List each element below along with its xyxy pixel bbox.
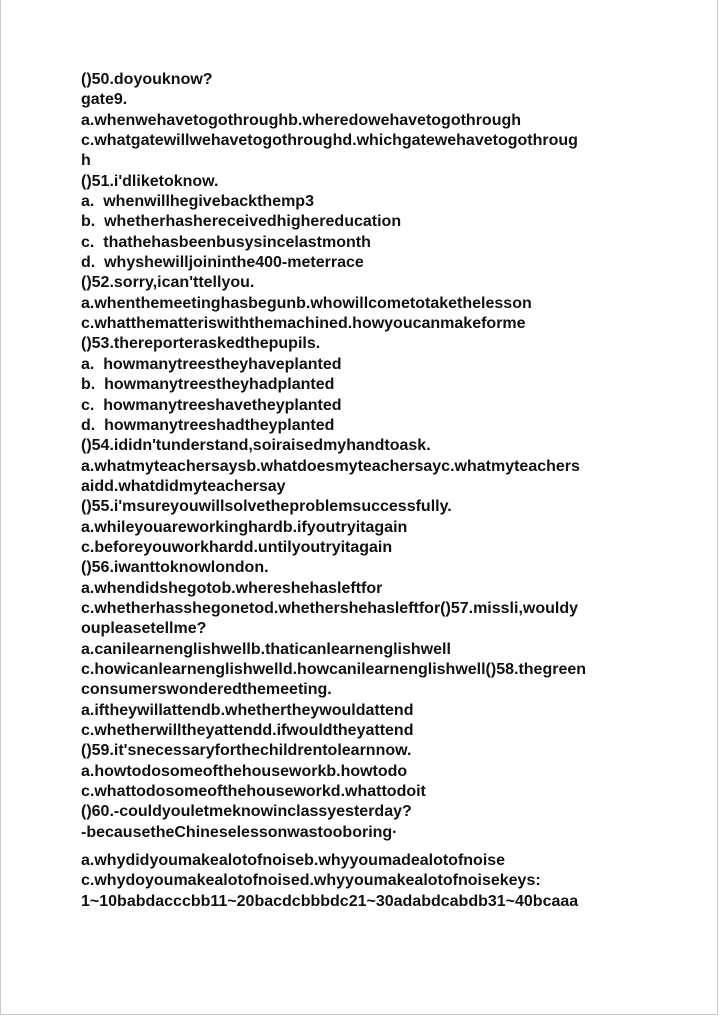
text-line: consumerswonderedthemeeting. xyxy=(81,681,332,699)
text-line: ()50.doyouknow? xyxy=(81,71,213,88)
text-line: d. whyshewilljoininthe400-meterrace xyxy=(81,254,364,272)
text-line: ()60.-couldyouletmeknowinclassyesterday? xyxy=(81,803,412,821)
text-line: c.whatgatewillwehavetogothroughd.whichgatewehavetogothroug xyxy=(81,132,578,150)
text-line: aidd.whatdidmyteachersay xyxy=(81,477,286,495)
text-line: a.whenwehavetogothroughb.wheredowehavetogothrough xyxy=(81,111,522,129)
text-line: a.whenthemeetinghasbegunb.whowillcometotakethelesson xyxy=(81,294,532,312)
text-line: c.beforeyouworkhardd.untilyoutryitagain xyxy=(81,538,393,556)
text-line: b. howmanytreestheyhadplanted xyxy=(81,376,335,394)
text-line: c. thathehasbeenbusysincelastmonth xyxy=(81,233,371,251)
line-gap xyxy=(81,843,651,851)
text-line: ()54.ididn'tunderstand,soiraisedmyhandtoask. xyxy=(81,437,431,455)
text-line: a.whendidshegotob.whereshehasleftfor xyxy=(81,579,383,597)
text-line: c.whydoyoumakealotofnoised.whyyoumakealotofnoisekeys: xyxy=(81,872,541,890)
text-line: c. howmanytreeshavetheyplanted xyxy=(81,396,342,414)
text-line: c.whetherwilltheyattendd.ifwouldtheyattend xyxy=(81,722,414,739)
answer-keys-line: 1~10babdacccbb11~20bacdcbbbdc21~30adabdcabdb31~40bcaaa xyxy=(81,892,579,910)
text-line: ()55.i'msureyouwillsolvetheproblemsuccessfully. xyxy=(81,498,452,516)
text-line: a.canilearnenglishwellb.thaticanlearnenglishwell xyxy=(81,640,451,658)
text-line: a. whenwillhegivebackthemp3 xyxy=(81,193,314,211)
document-text xyxy=(81,70,651,912)
text-line: c.whetherhasshegonetod.whethershehasleftfor()57.missli,wouldy xyxy=(81,599,578,617)
text-line: d. howmanytreeshadtheyplanted xyxy=(81,416,335,434)
text-line: -becausetheChineselessonwastooboring· xyxy=(81,823,398,841)
text-line: a.whatmyteachersaysb.whatdoesmyteachersayc.whatmyteachers xyxy=(81,457,580,475)
text-line: oupleasetellme? xyxy=(81,620,207,638)
text-line: a.whydidyoumakealotofnoiseb.whyyoumadealotofnoise xyxy=(81,852,506,870)
text-line: a. howmanytreestheyhaveplanted xyxy=(81,355,342,373)
text-line: h xyxy=(81,152,91,170)
text-line: c.whatthematteriswiththemachined.howyoucanmakeforme xyxy=(81,315,526,333)
text-line: ()53.thereporteraskedthepupils. xyxy=(81,335,321,353)
text-line: ()59.it'snecessaryforthechildrentolearnnow. xyxy=(81,742,412,760)
text-line: gate9. xyxy=(81,91,128,109)
text-line: ()52.sorry,ican'ttellyou. xyxy=(81,274,255,292)
text-line: c.howicanlearnenglishwelld.howcanilearnenglishwell()58.thegreen xyxy=(81,660,587,678)
text-line: a.whileyouareworkinghardb.ifyoutryitagain xyxy=(81,518,408,536)
text-line: c.whattodosomeofthehouseworkd.whattodoit xyxy=(81,783,426,801)
text-line: a.howtodosomeofthehouseworkb.howtodo xyxy=(81,762,408,780)
text-line: ()56.iwanttoknowlondon. xyxy=(81,559,269,577)
text-line: b. whetherhashereceivedhighereducation xyxy=(81,213,402,231)
text-line: a.iftheywillattendb.whethertheywouldattend xyxy=(81,701,414,719)
text-line: ()51.i'dliketoknow. xyxy=(81,172,219,190)
